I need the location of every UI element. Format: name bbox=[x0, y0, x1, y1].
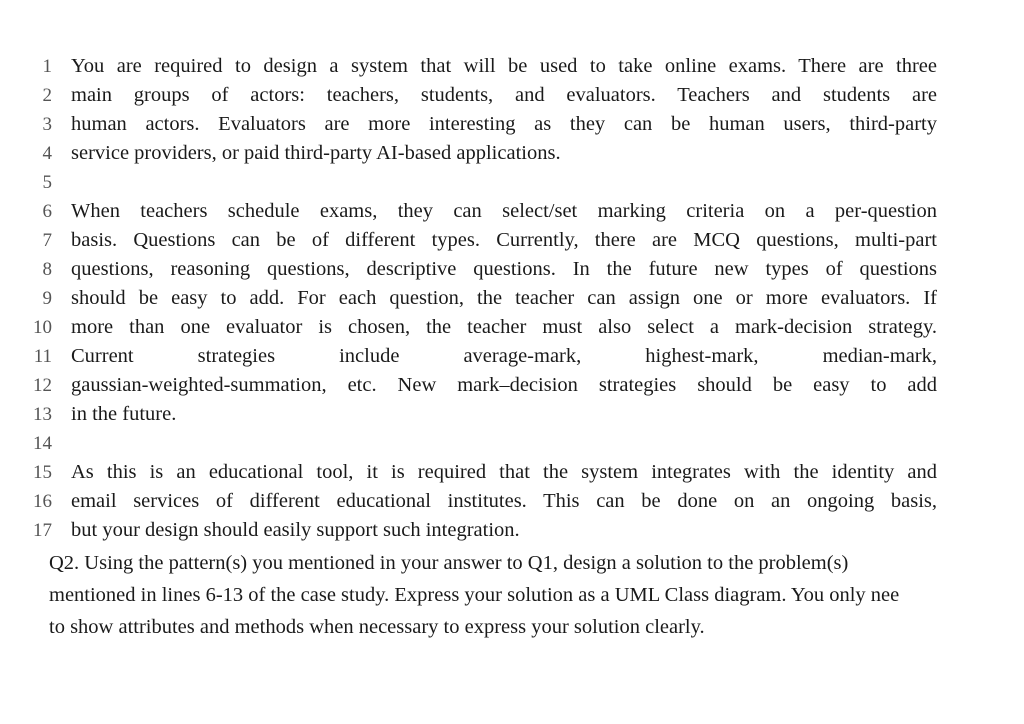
line-number: 15 bbox=[33, 462, 52, 483]
case-study-text bbox=[0, 52, 1024, 545]
line-text: gaussian-weighted-summation, etc. New mark–decision strategies should be easy to add bbox=[71, 374, 937, 396]
case-study-line bbox=[0, 458, 1024, 487]
line-number: 14 bbox=[33, 433, 52, 454]
line-number: 3 bbox=[42, 114, 52, 135]
case-study-line bbox=[0, 371, 1024, 400]
line-text: should be easy to add. For each question, the teacher can assign one or more evaluators. If bbox=[71, 287, 937, 309]
line-number: 4 bbox=[42, 143, 52, 164]
case-study-line bbox=[0, 81, 1024, 110]
case-study-line bbox=[0, 226, 1024, 255]
line-number: 2 bbox=[42, 85, 52, 106]
question-line: Q2. Using the pattern(s) you mentioned in your answer to Q1, design a solution to the problem(s) bbox=[49, 552, 849, 574]
case-study-line bbox=[0, 342, 1024, 371]
case-study-line bbox=[0, 197, 1024, 226]
case-study-line bbox=[0, 110, 1024, 139]
question-line: to show attributes and methods when necessary to express your solution clearly. bbox=[49, 616, 705, 638]
line-number: 8 bbox=[42, 259, 52, 280]
line-number: 12 bbox=[33, 375, 52, 396]
line-number: 6 bbox=[42, 201, 52, 222]
line-number: 10 bbox=[33, 317, 52, 338]
line-number: 1 bbox=[42, 56, 52, 77]
question-line: mentioned in lines 6-13 of the case study. Express your solution as a UML Class diagram. You only nee bbox=[49, 584, 900, 606]
line-number: 5 bbox=[42, 172, 52, 193]
case-study-line bbox=[0, 168, 1024, 197]
case-study-line bbox=[0, 400, 1024, 429]
line-text: email services of different educational institutes. This can be done on an ongoing basis, bbox=[71, 490, 937, 512]
case-study-line bbox=[0, 487, 1024, 516]
line-number: 13 bbox=[33, 404, 52, 425]
line-text: but your design should easily support such integration. bbox=[71, 519, 520, 541]
case-study-line bbox=[0, 52, 1024, 81]
question-q2 bbox=[49, 547, 1024, 643]
case-study-line bbox=[0, 429, 1024, 458]
line-text: main groups of actors: teachers, students, and evaluators. Teachers and students are bbox=[71, 84, 937, 106]
case-study-line bbox=[0, 284, 1024, 313]
line-text: questions, reasoning questions, descriptive questions. In the future new types of questions bbox=[71, 258, 937, 280]
line-number: 7 bbox=[42, 230, 52, 251]
line-number: 17 bbox=[33, 520, 52, 541]
case-study-line bbox=[0, 313, 1024, 342]
line-text: basis. Questions can be of different types. Currently, there are MCQ questions, multi-part bbox=[71, 229, 937, 251]
line-text: human actors. Evaluators are more interesting as they can be human users, third-party bbox=[71, 113, 937, 135]
line-number: 16 bbox=[33, 491, 52, 512]
line-text: service providers, or paid third-party AI-based applications. bbox=[71, 142, 561, 164]
line-text: in the future. bbox=[71, 403, 177, 425]
line-text: You are required to design a system that will be used to take online exams. There are three bbox=[71, 55, 937, 77]
line-text: more than one evaluator is chosen, the teacher must also select a mark-decision strategy. bbox=[71, 316, 937, 338]
line-text: Current strategies include average-mark, highest-mark, median-mark, bbox=[71, 345, 937, 367]
line-text: As this is an educational tool, it is required that the system integrates with the identity and bbox=[71, 461, 937, 483]
line-number: 11 bbox=[33, 346, 52, 367]
line-text: When teachers schedule exams, they can select/set marking criteria on a per-question bbox=[71, 200, 937, 222]
case-study-line bbox=[0, 139, 1024, 168]
case-study-line bbox=[0, 516, 1024, 545]
line-number: 9 bbox=[42, 288, 52, 309]
case-study-line bbox=[0, 255, 1024, 284]
